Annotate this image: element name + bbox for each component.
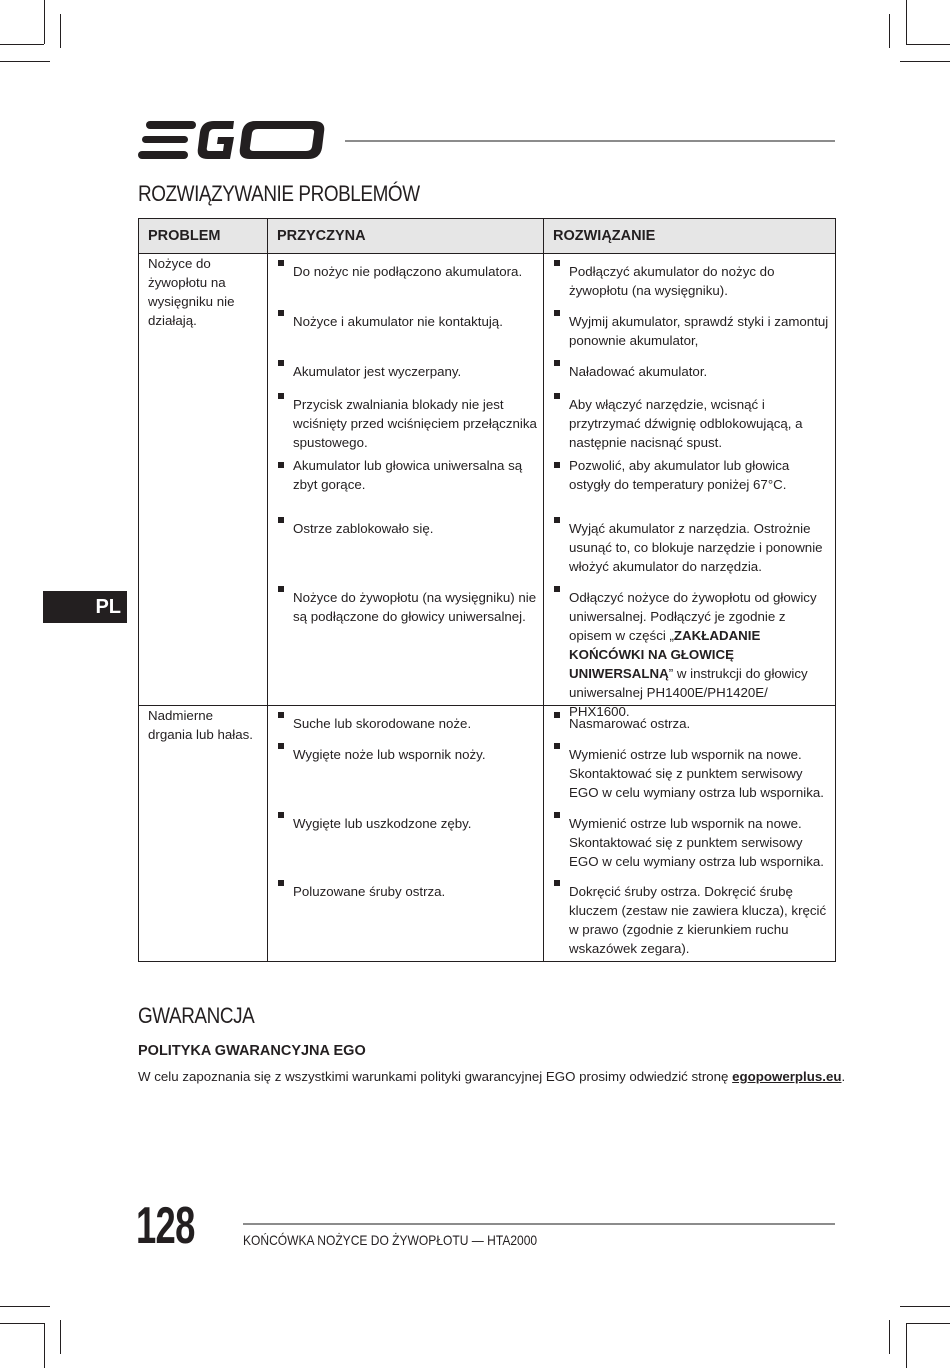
solution-item: Aby włączyć narzędzie, wcisnąć i przytrzymać dźwignię odblokowującą, a następnie nacisnąć spust. — [544, 387, 835, 456]
crop-mark — [60, 1320, 61, 1354]
problem-cell: Nadmierne drgania lub hałas. — [139, 706, 268, 962]
cause-item: Ostrze zablokowało się. — [268, 511, 543, 580]
solution-item: Dokręcić śruby ostrza. Dokręcić śrubę kluczem (zestaw nie zawiera klucza), kręcić w prawo (zgodnie z kierunkiem ruchu wskazówek zegara). — [544, 874, 835, 961]
solution-item: Wymienić ostrze lub wspornik na nowe. Skontaktować się z punktem serwisowy EGO w celu wymiany ostrza lub wspornika. — [544, 737, 835, 806]
crop-mark — [906, 1323, 907, 1368]
cause-item: Nożyce do żywopłotu (na wysięgniku) nie są podłączone do głowicy uniwersalnej. — [268, 580, 543, 705]
crop-mark — [44, 0, 45, 44]
troubleshooting-table — [138, 218, 836, 962]
cause-item: Suche lub skorodowane noże. — [268, 706, 543, 737]
header-cause: PRZYCZYNA — [268, 219, 544, 254]
warranty-text-body: W celu zapoznania się z wszystkimi warunkami polityki gwarancyjnej EGO prosimy odwiedzić stronę — [138, 1069, 733, 1084]
problem-cell: Nożyce do żywopłotu na wysięgniku nie działają. — [139, 254, 268, 706]
crop-mark — [44, 1323, 45, 1368]
crop-mark — [0, 1306, 50, 1307]
footer-title: KOŃCÓWKA NOŻYCE DO ŻYWOPŁOTU — HTA2000 — [243, 1232, 538, 1248]
crop-mark — [906, 44, 950, 45]
troubleshooting-title: ROZWIĄZYWANIE PROBLEMÓW — [138, 181, 420, 206]
language-tab: PL — [43, 591, 127, 623]
crop-mark — [906, 0, 907, 44]
cause-item: Przycisk zwalniania blokady nie jest wciśnięty przed wciśnięciem przełącznika spustowego. — [268, 387, 543, 456]
table-header-row — [139, 219, 836, 254]
solution-list — [544, 254, 836, 719]
table-row — [139, 254, 836, 706]
warranty-text — [138, 1069, 845, 1084]
crop-mark — [889, 14, 890, 48]
header-rule — [345, 140, 835, 142]
solution-item: Wymienić ostrze lub wspornik na nowe. Skontaktować się z punktem serwisowy EGO w celu wymiany ostrza lub wspornika. — [544, 806, 835, 874]
solution-text-emphasis: ZAKŁADANIE KOŃCÓWKI NA GŁOWICĘ UNIWERSALNĄ — [569, 628, 761, 681]
header-problem: PROBLEM — [139, 219, 268, 254]
warranty-link[interactable]: egopowerplus.eu — [732, 1069, 842, 1084]
solution-item — [544, 580, 835, 719]
crop-mark — [900, 1306, 950, 1307]
page-number: 128 — [136, 1197, 195, 1255]
crop-mark — [0, 44, 44, 45]
crop-mark — [889, 1320, 890, 1354]
solution-item: Pozwolić, aby akumulator lub głowica ostygły do temperatury poniżej 67°C. — [544, 456, 835, 511]
solution-list — [544, 706, 836, 962]
solution-item: Naładować akumulator. — [544, 354, 835, 387]
footer-rule — [243, 1223, 835, 1225]
ego-logo — [138, 118, 328, 162]
crop-mark — [900, 61, 950, 62]
solution-item: Nasmarować ostrza. — [544, 706, 835, 737]
cause-item: Do nożyc nie podłączono akumulatora. — [268, 254, 543, 304]
crop-mark — [0, 1323, 44, 1324]
cause-item: Nożyce i akumulator nie kontaktują. — [268, 304, 543, 354]
cause-item: Wygięte lub uszkodzone zęby. — [268, 806, 543, 874]
warranty-text-end: . — [841, 1069, 846, 1084]
solution-text: ” w instrukcji do głowicy uniwersalnej PH1400E/PH1420E/ PHX1600. — [569, 666, 808, 719]
crop-mark — [60, 14, 61, 48]
header-solution: ROZWIĄZANIE — [544, 219, 836, 254]
cause-item: Poluzowane śruby ostrza. — [268, 874, 543, 961]
cause-item: Akumulator lub głowica uniwersalna są zbyt gorące. — [268, 456, 543, 511]
crop-mark — [0, 61, 50, 62]
solution-item: Podłączyć akumulator do nożyc do żywopłotu (na wysięgniku). — [544, 254, 835, 304]
cause-item: Wygięte noże lub wspornik noży. — [268, 737, 543, 806]
warranty-title: GWARANCJA — [138, 1003, 255, 1028]
solution-text: Odłączyć nożyce do żywopłotu od głowicy uniwersalnej. Podłączyć je zgodnie z opisem w części „ — [569, 590, 817, 643]
solution-item: Wyjąć akumulator z narzędzia. Ostrożnie usunąć to, co blokuje narzędzie i ponownie włożyć akumulator do narzędzia. — [544, 511, 835, 580]
table-row — [139, 706, 836, 962]
warranty-subtitle: POLITYKA GWARANCYJNA EGO — [138, 1043, 366, 1059]
cause-list — [268, 254, 544, 706]
cause-item: Akumulator jest wyczerpany. — [268, 354, 543, 387]
cause-list — [268, 706, 544, 962]
crop-mark — [906, 1323, 950, 1324]
solution-item: Wyjmij akumulator, sprawdź styki i zamontuj ponownie akumulator, — [544, 304, 835, 354]
